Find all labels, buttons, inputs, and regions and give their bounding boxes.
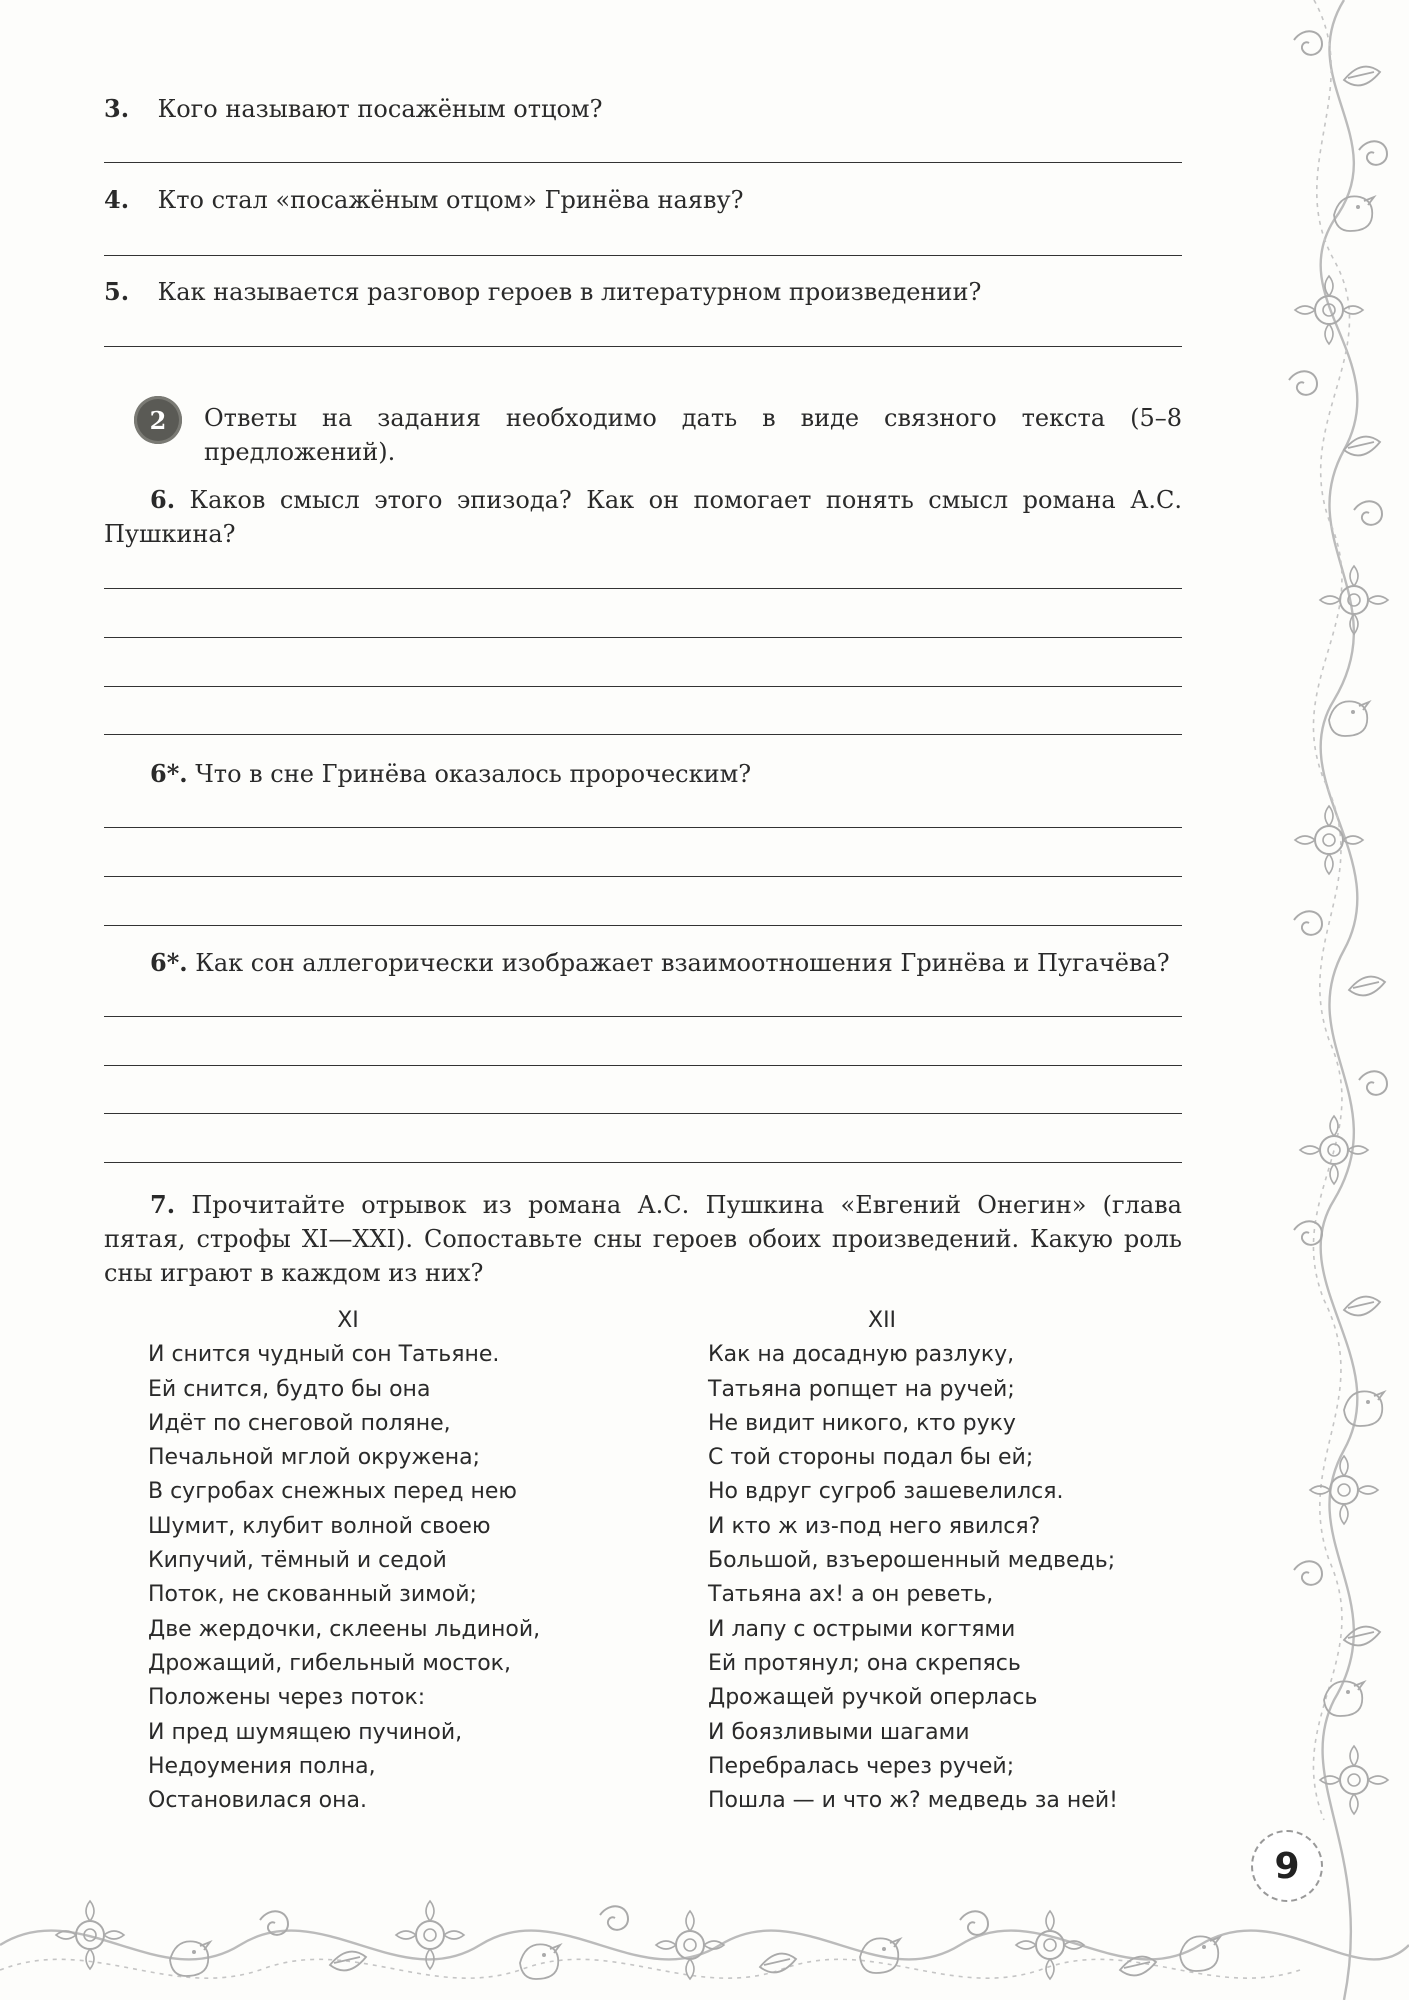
question-6-star-b	[150, 946, 1182, 980]
stanza-heading: XII	[868, 1308, 897, 1333]
answer-line[interactable]	[104, 876, 1182, 877]
answer-line[interactable]	[104, 346, 1182, 347]
section-badge: 2	[134, 396, 182, 444]
poem-stanza-xi	[148, 1304, 548, 1818]
question-number: 6*.	[150, 948, 188, 977]
question-6	[104, 483, 1182, 551]
answer-line[interactable]	[104, 734, 1182, 735]
answer-line[interactable]	[104, 1065, 1182, 1066]
poem-line: И пред шумящею пучиной,	[148, 1719, 463, 1745]
answer-line[interactable]	[104, 1162, 1182, 1163]
answer-line[interactable]	[104, 686, 1182, 687]
question-number: 5.	[104, 277, 130, 306]
poem-line: Не видит никого, кто руку	[708, 1410, 1016, 1436]
poem-line: Две жердочки, склеены льдиной,	[148, 1616, 541, 1642]
answer-line[interactable]	[104, 162, 1182, 163]
stanza-heading: XI	[337, 1308, 359, 1333]
question-text: Прочитайте отрывок из романа А.С. Пушкина «Евгений Онегин» (глава пятая, строфы XI—XXI). Сопоставьте сны героев обоих произведений. Какую роль сны играют в каждом из них?	[104, 1191, 1182, 1287]
ornamental-border-right	[1274, 0, 1409, 2000]
answer-line[interactable]	[104, 255, 1182, 256]
question-number: 7.	[150, 1190, 176, 1219]
answer-line[interactable]	[104, 827, 1182, 828]
question-5	[104, 275, 1182, 309]
poem-line: Как на досадную разлуку,	[708, 1342, 1015, 1368]
question-text: Как сон аллегорически изображает взаимоотношения Гринёва и Пугачёва?	[195, 949, 1170, 977]
question-text: Кто стал «посажёным отцом» Гринёва наяву?	[157, 186, 744, 214]
poem-line: Татьяна ропщет на ручей;	[708, 1376, 1015, 1402]
question-text: Кого называют посажёным отцом?	[157, 95, 603, 123]
poem-line: И кто ж из-под него явился?	[708, 1513, 1041, 1539]
question-text: Как называется разговор героев в литературном произведении?	[157, 278, 982, 306]
poem-line: Кипучий, тёмный и седой	[148, 1548, 447, 1574]
poem-line: Положены через поток:	[148, 1685, 426, 1711]
poem-line: Дрожащей ручкой оперлась	[708, 1685, 1038, 1711]
poem-line: И снится чудный сон Татьяне.	[148, 1342, 500, 1368]
question-text: Каков смысл этого эпизода? Как он помогает понять смысл романа А.С. Пушкина?	[104, 486, 1182, 548]
poem-stanza-xii	[708, 1304, 1148, 1818]
poem-line: Пошла — и что ж? медведь за ней!	[708, 1788, 1118, 1814]
question-4	[104, 183, 1182, 217]
question-3	[104, 92, 1182, 126]
answer-line[interactable]	[104, 925, 1182, 926]
poem-line: Недоумения полна,	[148, 1753, 376, 1779]
poem-line: Поток, не скованный зимой;	[148, 1582, 477, 1608]
section-instruction: Ответы на задания необходимо дать в виде связного текста (5–8 предложений).	[204, 404, 1182, 466]
poem-line: И боязливыми шагами	[708, 1719, 970, 1745]
poem-line: Шумит, клубит волной своею	[148, 1513, 491, 1539]
poem-line: Остановилася она.	[148, 1788, 368, 1814]
page-number: 9	[1251, 1830, 1323, 1902]
poem-line: Ей протянул; она скрепясь	[708, 1650, 1021, 1676]
question-7	[104, 1188, 1182, 1290]
poem-line: Татьяна ах! а он реветь,	[708, 1582, 994, 1608]
poem-line: Перебралась через ручей;	[708, 1753, 1015, 1779]
question-number: 3.	[104, 94, 130, 123]
poem-line: Идёт по снеговой поляне,	[148, 1410, 451, 1436]
answer-line[interactable]	[104, 637, 1182, 638]
answer-line[interactable]	[104, 1113, 1182, 1114]
poem-line: Большой, взъерошенный медведь;	[708, 1548, 1116, 1574]
poem-line: В сугробах снежных перед нею	[148, 1479, 517, 1505]
poem-line: Печальной мглой окружена;	[148, 1445, 481, 1471]
poem-line: Ей снится, будто бы она	[148, 1376, 431, 1402]
worksheet-content	[104, 0, 1182, 2000]
answer-line[interactable]	[104, 1016, 1182, 1017]
question-number: 6*.	[150, 759, 188, 788]
poem-line: Но вдруг сугроб зашевелился.	[708, 1479, 1064, 1505]
question-text: Что в сне Гринёва оказалось пророческим?	[195, 760, 752, 788]
question-number: 4.	[104, 185, 130, 214]
poem-line: С той стороны подал бы ей;	[708, 1445, 1034, 1471]
question-6-star-a	[150, 757, 1182, 791]
poem-line: Дрожащий, гибельный мосток,	[148, 1650, 511, 1676]
poem-line: И лапу с острыми когтями	[708, 1616, 1016, 1642]
answer-line[interactable]	[104, 588, 1182, 589]
question-number: 6.	[150, 485, 176, 514]
